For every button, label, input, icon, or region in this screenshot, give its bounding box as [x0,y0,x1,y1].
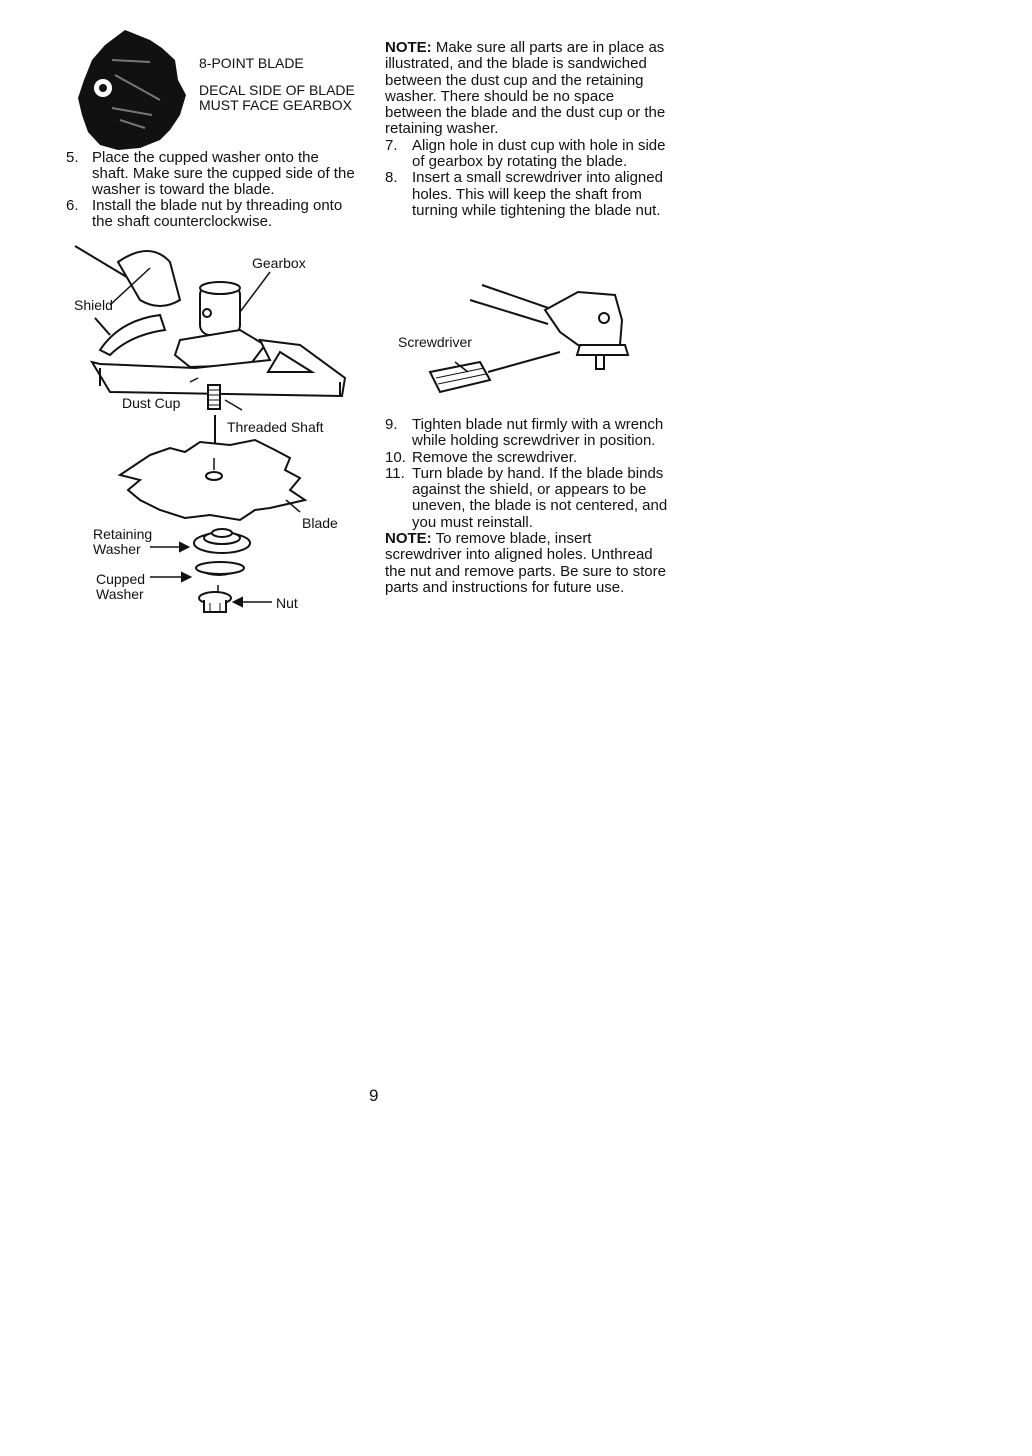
step-text: Place the cupped washer onto the shaft. Make sure the cupped side of the washer is toward the blade. [92,149,355,198]
step-5 [66,150,356,198]
label-shield: Shield [74,297,113,313]
step-number: 10. [385,448,406,466]
step-text: Tighten blade nut firmly with a wrench while holding screwdriver in position. [412,416,664,450]
step-6 [66,198,356,230]
label-gearbox: Gearbox [252,255,306,271]
step-number: 9. [385,416,398,433]
step-text: Install the blade nut by threading onto the shaft counterclockwise. [92,197,343,230]
step-text: Remove the screwdriver. [412,448,578,466]
note-2 [385,531,670,596]
step-number: 11. [385,464,405,482]
note-text: To remove blade, insert screwdriver into aligned holes. Unthread the nut and remove parts. Be sure to store parts and instructions for future use. [385,530,666,596]
blade-caption-title: 8-POINT BLADE [199,55,304,71]
label-nut: Nut [276,595,298,611]
blade-caption [199,56,359,113]
step-text: Align hole in dust cup with hole in side of gearbox by rotating the blade. [412,136,666,171]
step-number: 8. [385,169,398,187]
note-1 [385,40,670,138]
label-dust-cup: Dust Cup [122,395,181,411]
step-8 [385,170,670,219]
step-10 [385,450,670,466]
step-number: 5. [66,149,79,166]
blade-caption-instruction: DECAL SIDE OF BLADE MUST FACE GEARBOX [199,82,355,113]
eight-point-blade-photo [78,30,186,150]
note-label: NOTE: [385,530,432,548]
step-number: 7. [385,136,398,154]
step-text: Turn blade by hand. If the blade binds against the shield, or appears to be uneven, the blade is not centered, and you must reinstall. [412,464,668,531]
label-cupped-washer: Cupped Washer [96,571,146,602]
step-number: 6. [66,197,79,214]
label-blade: Blade [302,515,338,531]
step-11 [385,466,670,531]
label-screwdriver: Screwdriver [398,334,472,350]
left-steps [66,150,356,230]
label-retaining-washer: Retaining Washer [93,526,153,557]
step-text: Insert a small screwdriver into aligned holes. This will keep the shaft from turning while tightening the blade nut. [412,169,663,219]
note-text: Make sure all parts are in place as illustrated, and the blade is sandwiched between the dust cup and the retaining washer. There should be no space between the blade and the dust cup or the retaining washer. [385,39,666,138]
page-number: 9 [369,1086,379,1105]
right-column-top [385,40,670,219]
step-9 [385,417,670,450]
note-label: NOTE: [385,39,432,56]
label-threaded-shaft: Threaded Shaft [227,419,324,435]
step-7 [385,138,670,171]
right-column-bottom [385,417,670,596]
